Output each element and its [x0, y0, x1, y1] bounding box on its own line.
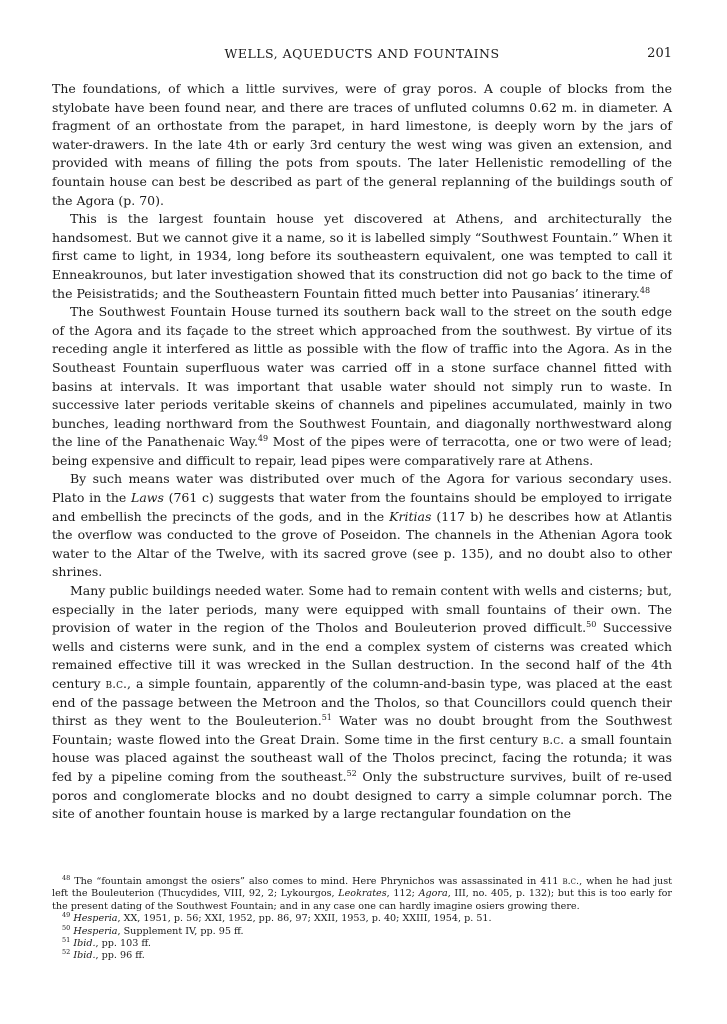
paragraph-5 — [52, 582, 672, 824]
paragraph-2-text: This is the largest fountain house yet discovered at Athens, and architecturally the handsomest. But we cannot give it a name, so it is labelled simply “Southwest Fountain.” When it first came to light, in 1934, long before its southeastern equivalent, one was tempted to call it Enneakrounos, but later investigation showed that its construction did not go back to the time of the Peisistratids; and the Southeastern Fountain fitted much better into Pausanias’ itinerary. — [52, 211, 672, 301]
footnote-50-mark: 50 — [62, 923, 71, 932]
paragraph-4-text-a: By such means water was distributed over much of the Agora for various secondary uses. Plato in the — [52, 471, 672, 506]
paragraph-4 — [52, 470, 672, 582]
ibid: Ibid. — [73, 938, 96, 950]
footnote-51-text: , pp. 103 ff. — [95, 938, 151, 950]
paragraph-5-text-c: , a simple fountain, apparently of the column-and-basin type, was placed at the east end of the passage between the Metroon and the Tholos, so that Councillors could quench their thirst as they went to the Bouleuterion. — [52, 676, 672, 729]
title-hesperia: Hesperia — [73, 925, 118, 937]
era-bc: b.c. — [562, 876, 580, 887]
era-bc: b.c. — [542, 731, 565, 747]
footnote-ref-51[interactable]: 51 — [321, 713, 332, 723]
footnote-50 — [52, 923, 672, 938]
footnote-49-mark: 49 — [62, 911, 71, 920]
paragraph-5-text-b: Successive wells and cisterns were sunk, and in the end a complex system of cisterns was created which remained effective till it was wrecked in the Sullan destruction. In the second half of the 4th century — [52, 620, 672, 691]
footnote-52-mark: 52 — [62, 948, 71, 957]
paragraph-1 — [52, 80, 672, 210]
title-kritias: Kritias — [389, 508, 432, 524]
footnote-ref-50[interactable]: 50 — [586, 620, 597, 630]
paragraph-2 — [52, 210, 672, 303]
footnote-49-text: , XX, 1951, p. 56; XXI, 1952, pp. 86, 97; XXII, 1953, p. 40; XXIII, 1954, p. 51. — [117, 913, 492, 925]
footnote-ref-52[interactable]: 52 — [346, 768, 357, 778]
footnote-ref-48[interactable]: 48 — [639, 285, 651, 295]
paragraph-5-text-d: Water was no doubt brought from the Southwest Fountain; waste flowed into the Great Drain. Some time in the first century — [52, 713, 672, 747]
paragraph-3-text-a: The Southwest Fountain House turned its southern back wall to the street on the south edge of the Agora and its façade to the street which approached from the southwest. By virtue of its receding angle it interfered as little as possible with the flow of traffic into the Agora. As in the Southeast Fountain superfluous water was carried off in a stone surface channel fitted with basins at intervals. It was important that usable water should not simply run to waste. In successive later periods veritable skeins of channels and pipelines accumulated, mainly in two bunches, leading northward from the Southwest Fountain, and diagonally northwestward along the line of the Panathenaic Way. — [52, 304, 672, 450]
footnote-48-mark: 48 — [62, 873, 71, 882]
footnote-49 — [52, 913, 672, 925]
footnote-48-text-b: , when he had just left the Bouleuterion (Thucydides, VIII, 92, 2; Lykourgos, — [52, 876, 673, 900]
paragraph-5-text-a: Many public buildings needed water. Some had to remain content with wells and cisterns; but, especially in the later periods, many were equipped with small fountains of their own. The provision of water in the region of the Tholos and Bouleuterion proved difficult. — [52, 583, 672, 636]
paragraph-1-text: The foundations, of which a little survives, were of gray poros. A couple of blocks from the stylobate have been found near, and there are traces of unfluted columns 0.62 m. in diameter. A fragment of an orthostate from the parapet, in hard limestone, is deeply worn by the jars of water-drawers. In the late 4th or early 3rd century the west wing was given an extension, and provided with means of filling the pots from spouts. The later Hellenistic remodelling of the fountain house can best be described as part of the general replanning of the buildings south of the Agora (p. 70). — [52, 81, 672, 208]
page-number: 201 — [647, 46, 672, 61]
footnote-51 — [52, 935, 672, 950]
paragraph-5-text-e: a small fountain house was placed against the southeast wall of the Tholos precinct, facing the rotunda; it was fed by a pipeline coming from the southeast. — [52, 731, 672, 784]
paragraph-3 — [52, 303, 672, 470]
title-laws: Laws — [131, 490, 164, 506]
ibid: Ibid. — [73, 950, 96, 962]
footnote-ref-49[interactable]: 49 — [257, 434, 269, 444]
title-hesperia: Hesperia — [73, 913, 118, 925]
footnote-50-text: , Supplement IV, pp. 95 ff. — [117, 925, 244, 937]
footnote-48 — [52, 873, 673, 913]
paragraph-4-text-c: (117 b) he describes how at Atlantis the overflow was conducted to the grove of Poseidon. The channels in the Athenian Agora took water to the Altar of the Twelve, with its sacred grove (see p. 135), and no doubt also to other shrines. — [52, 508, 672, 580]
footnotes — [52, 873, 673, 963]
page-header — [52, 46, 672, 66]
footnote-48-text-a: The “fountain amongst the osiers” also comes to mind. Here Phrynichos was assassinated in 411 — [70, 876, 563, 887]
main-text — [52, 80, 672, 824]
footnote-48-text-d: , III, no. 405, p. 132); but this is too early for the present dating of the Southwest Fountain; and in any case one can hardly imagine osiers growing there. — [52, 888, 672, 912]
title-agora: Agora — [418, 888, 448, 900]
title-leokrates: Leokrates — [338, 888, 387, 900]
running-head: WELLS, AQUEDUCTS AND FOUNTAINS — [224, 46, 500, 61]
era-bc: b.c. — [105, 676, 127, 691]
footnote-52-text: , pp. 96 ff. — [95, 950, 145, 962]
footnote-48-text-c: , 112; — [386, 888, 419, 900]
footnote-51-mark: 51 — [62, 935, 71, 944]
paragraph-3-text-b: Most of the pipes were of terracotta, one or two were of lead; being expensive and difficult to repair, lead pipes were comparatively rare at Athens. — [52, 434, 672, 468]
paragraph-5-text-f: Only the substructure survives, built of re-used poros and conglomerate blocks and no doubt designed to carry a simple columnar porch. The site of another fountain house is marked by a large rectangular foundation on the — [52, 768, 672, 822]
paragraph-4-text-b: (761 c) suggests that water from the fountains should be employed to irrigate and embellish the precincts of the gods, and in the — [52, 490, 672, 524]
footnote-52 — [52, 950, 672, 962]
